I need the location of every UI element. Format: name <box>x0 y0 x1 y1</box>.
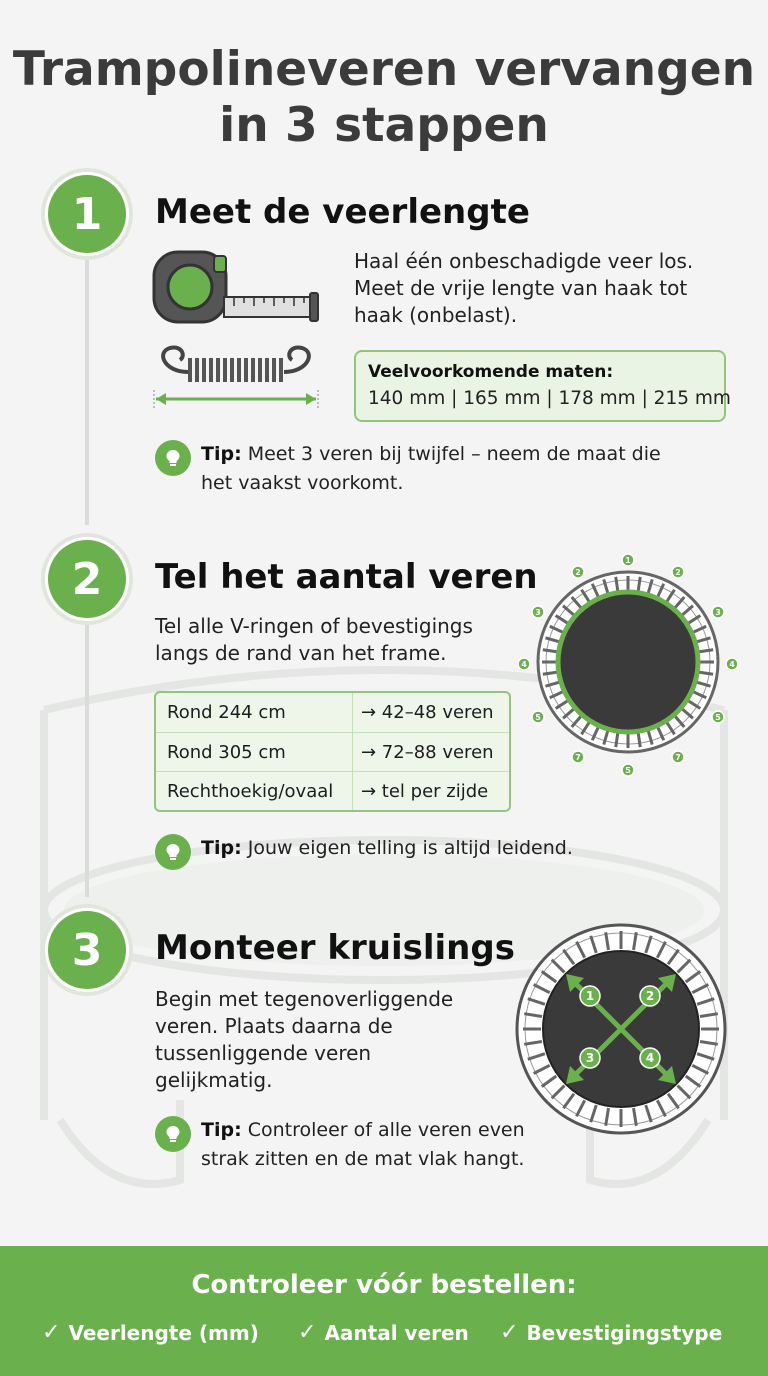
tape-measure-icon <box>152 248 324 328</box>
spring-count-table <box>154 691 511 812</box>
table-cell: → 42–48 veren <box>361 702 494 723</box>
position-marker-label: 3 <box>715 607 721 617</box>
step-2-text-line: langs de rand van het frame. <box>155 641 447 665</box>
tip-text: Controleer of alle veren even <box>241 1119 525 1141</box>
step-2-badge <box>41 533 133 625</box>
step-3-number: 3 <box>48 911 126 989</box>
tip-label: Tip: <box>201 837 242 859</box>
footer-item-label: Veerlengte (mm) <box>68 1320 259 1345</box>
position-marker-label: 7 <box>675 752 681 762</box>
spring-mark <box>699 650 713 652</box>
position-marker-label: 2 <box>675 567 681 577</box>
table-cell: Rechthoekig/ovaal <box>156 772 353 810</box>
table-cell: → tel per zijde <box>361 781 489 802</box>
step-3-text-line: Begin met tegenoverliggende <box>155 987 454 1011</box>
spring-mark <box>638 577 640 591</box>
table-row <box>156 693 509 732</box>
tip-text: strak zitten en de mat vlak hangt. <box>201 1148 525 1170</box>
step-3-tip <box>155 1116 525 1174</box>
table-cell: Rond 305 cm <box>156 733 353 771</box>
position-marker-label: 1 <box>625 555 631 565</box>
table-row <box>156 732 509 771</box>
step-1-text-line: haak (onbelast). <box>354 303 518 327</box>
lightbulb-icon <box>155 1116 191 1152</box>
table-cell: Rond 244 cm <box>156 693 353 732</box>
tip-label: Tip: <box>201 1119 242 1141</box>
lightbulb-icon <box>155 440 191 476</box>
step-1-text-line: Haal één onbeschadigde veer los. <box>354 249 694 273</box>
title-line-1: Trampolineveren vervangen <box>12 42 756 97</box>
step-1-tip <box>155 440 661 498</box>
spring-mark <box>543 650 557 652</box>
spring-mark <box>638 733 640 747</box>
timeline-line-1 <box>85 260 89 525</box>
step-3-heading: Monteer kruislings <box>155 928 515 968</box>
spring-mark <box>616 577 618 591</box>
step-3-text-line: tussenliggende veren <box>155 1041 372 1065</box>
footer-title: Controleer vóór bestellen: <box>191 1270 577 1300</box>
step-1-number: 1 <box>48 175 126 253</box>
spring-mark <box>699 672 713 674</box>
step-3-text <box>155 986 453 1094</box>
footer-item-spring-length <box>42 1320 259 1345</box>
footer-item-label: Bevestigingstype <box>526 1320 723 1345</box>
footer-item-label: Aantal veren <box>324 1320 469 1345</box>
step-3-text-line: gelijkmatig. <box>155 1068 273 1092</box>
position-marker-label: 5 <box>715 712 721 722</box>
position-marker-label: 4 <box>645 1051 655 1066</box>
tip-text: Jouw eigen telling is altijd leidend. <box>241 837 573 859</box>
position-marker-label: 4 <box>729 659 735 669</box>
step-1-text <box>354 248 693 329</box>
table-cell: → 72–88 veren <box>361 742 494 763</box>
spring-mark <box>616 733 618 747</box>
position-marker-label: 5 <box>535 712 541 722</box>
step-1-heading: Meet de veerlengte <box>155 192 530 232</box>
step-2-tip <box>155 834 573 870</box>
trampoline-cross-diagram <box>514 922 728 1136</box>
step-2-text <box>155 613 473 667</box>
page-title <box>0 42 768 154</box>
step-2-heading: Tel het aantal veren <box>155 557 538 597</box>
trampoline-count-diagram <box>518 552 738 780</box>
position-marker-label: 7 <box>575 752 581 762</box>
footer-item-attachment-type <box>500 1320 722 1345</box>
checkmark-icon: ✓ <box>298 1320 317 1345</box>
step-2-text-line: Tel alle V-ringen of bevestigings <box>155 614 473 638</box>
checklist-footer <box>0 1246 768 1376</box>
tip-label: Tip: <box>201 443 242 465</box>
common-sizes-box <box>354 350 731 422</box>
position-marker-label: 2 <box>645 989 655 1004</box>
tip-text: Meet 3 veren bij twijfel – neem de maat die <box>241 443 661 465</box>
spring-mark <box>543 672 557 674</box>
checkmark-icon: ✓ <box>500 1320 519 1345</box>
spring-icon <box>150 342 322 412</box>
step-1-text-line: Meet de vrije lengte van haak tot <box>354 276 688 300</box>
step-1-badge <box>41 168 133 260</box>
checkmark-icon: ✓ <box>42 1320 61 1345</box>
step-3-badge <box>41 904 133 996</box>
lightbulb-icon <box>155 834 191 870</box>
position-marker-label: 4 <box>521 659 527 669</box>
position-marker-label: 1 <box>585 989 595 1004</box>
position-marker-label: 2 <box>575 567 581 577</box>
footer-item-spring-count <box>298 1320 469 1345</box>
position-marker-label: 3 <box>585 1051 595 1066</box>
position-marker-label: 5 <box>625 765 631 775</box>
step-3-text-line: veren. Plaats daarna de <box>155 1014 393 1038</box>
common-sizes-values: 140 mm | 165 mm | 178 mm | 215 mm <box>368 388 731 409</box>
position-marker-label: 3 <box>535 607 541 617</box>
step-2-number: 2 <box>48 540 126 618</box>
table-row <box>156 771 509 810</box>
title-line-2: in 3 stappen <box>219 98 549 153</box>
common-sizes-label: Veelvoorkomende maten: <box>368 362 614 382</box>
timeline-line-2 <box>85 625 89 897</box>
tip-text: het vaakst voorkomt. <box>201 472 404 494</box>
